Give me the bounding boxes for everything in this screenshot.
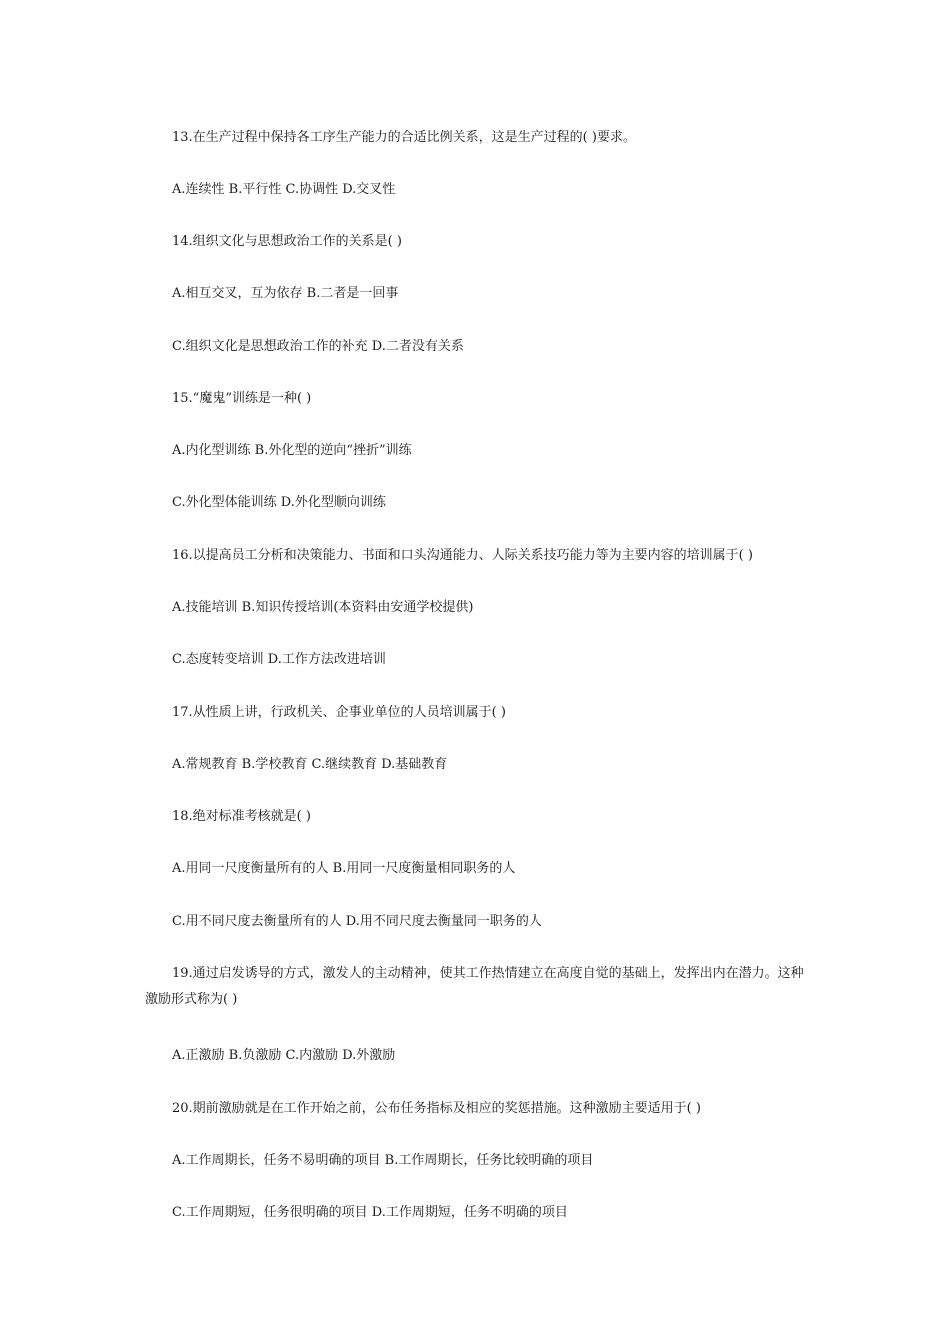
question-20: 20.期前激励就是在工作开始之前，公布任务指标及相应的奖惩措施。这种激励主要适用于( ) <box>172 1101 701 1116</box>
question-14: 14.组织文化与思想政治工作的关系是( ) <box>172 234 402 249</box>
question-18-options-cd: C.用不同尺度去衡量所有的人 D.用不同尺度去衡量同一职务的人 <box>172 914 542 929</box>
question-16: 16.以提高员工分析和决策能力、书面和口头沟通能力、人际关系技巧能力等为主要内容的培训属于( ) <box>172 548 753 563</box>
question-14-options-ab: A.相互交叉，互为依存 B.二者是一回事 <box>172 286 399 301</box>
question-19-options: A.正激励 B.负激励 C.内激励 D.外激励 <box>172 1048 396 1063</box>
question-18-options-ab: A.用同一尺度衡量所有的人 B.用同一尺度衡量相同职务的人 <box>172 861 516 876</box>
question-17: 17.从性质上讲，行政机关、企事业单位的人员培训属于( ) <box>172 705 506 720</box>
question-17-options: A.常规教育 B.学校教育 C.继续教育 D.基础教育 <box>172 757 448 772</box>
question-13: 13.在生产过程中保持各工序生产能力的合适比例关系，这是生产过程的( )要求。 <box>172 130 636 145</box>
question-13-options: A.连续性 B.平行性 C.协调性 D.交叉性 <box>172 182 396 197</box>
question-19: 19.通过启发诱导的方式，激发人的主动精神，使其工作热情建立在高度自觉的基础上，发挥出内在潜力。这种激励形式称为( ) <box>145 966 804 1007</box>
question-15: 15.“魔鬼”训练是一种( ) <box>172 391 312 406</box>
question-20-options-ab: A.工作周期长，任务不易明确的项目 B.工作周期长，任务比较明确的项目 <box>172 1153 594 1168</box>
question-18: 18.绝对标准考核就是( ) <box>172 809 311 824</box>
question-15-options-cd: C.外化型体能训练 D.外化型顺向训练 <box>172 495 386 510</box>
question-16-options-ab: A.技能培训 B.知识传授培训(本资料由安通学校提供) <box>172 600 474 615</box>
question-14-options-cd: C.组织文化是思想政治工作的补充 D.二者没有关系 <box>172 339 464 354</box>
question-15-options-ab: A.内化型训练 B.外化型的逆向“挫折”训练 <box>172 443 412 458</box>
question-16-options-cd: C.态度转变培训 D.工作方法改进培训 <box>172 652 386 667</box>
question-20-options-cd: C.工作周期短，任务很明确的项目 D.工作周期短，任务不明确的项目 <box>172 1205 568 1220</box>
